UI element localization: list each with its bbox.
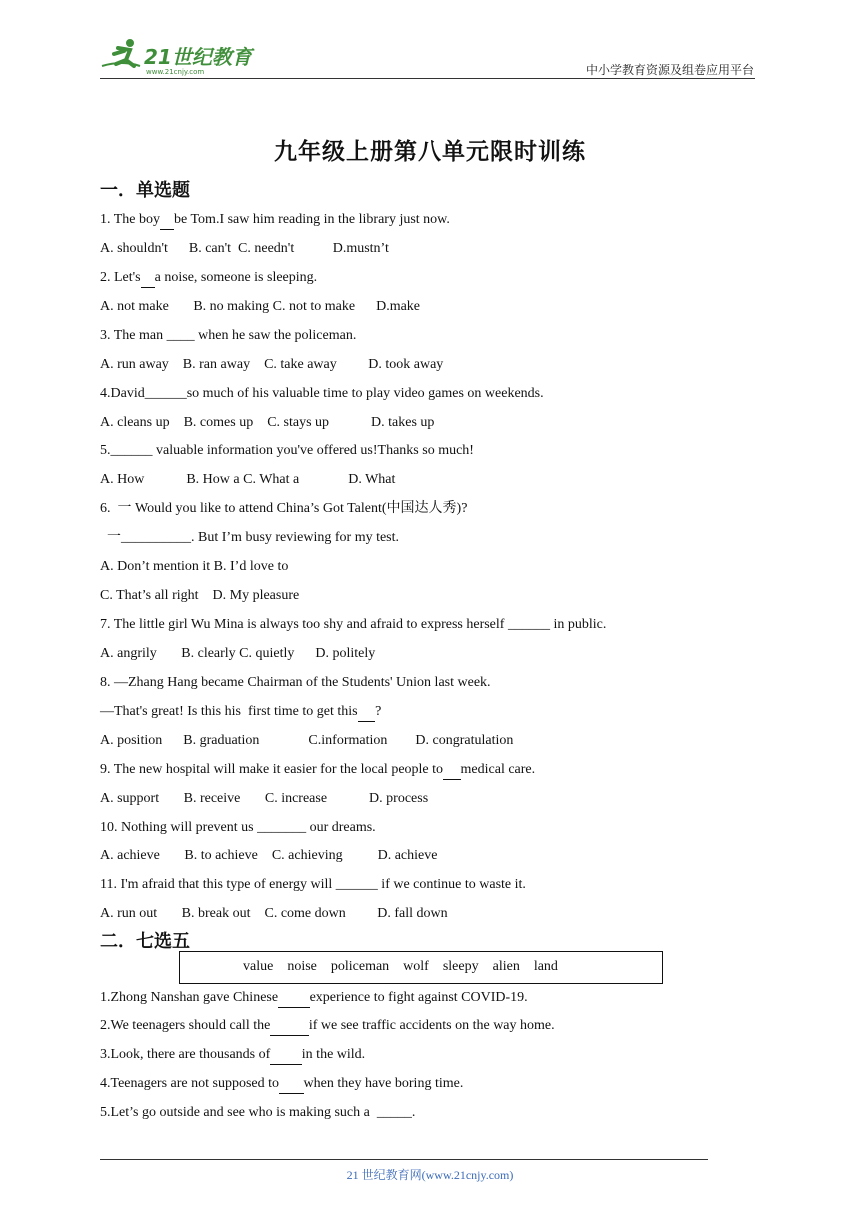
header-divider [100, 78, 755, 79]
question-stem: 2. Let's a noise, someone is sleeping. [100, 269, 317, 288]
question-options: A. achieve B. to achieve C. achieving D. achieve [100, 848, 438, 863]
question-stem: 5.______ valuable information you've offered us!Thanks so much! [100, 443, 474, 458]
logo-text: 21世纪教育 [144, 45, 252, 69]
question-stem: 3. The man ____ when he saw the policeman. [100, 328, 357, 343]
header-platform-text: 中小学教育资源及组卷应用平台 [585, 63, 754, 77]
question-stem: 1. The boy be Tom.I saw him reading in the library just now. [100, 211, 450, 230]
question-options: A. run away B. ran away C. take away D. took away [100, 357, 444, 372]
question-stem: 4.David______so much of his valuable time to play video games on weekends. [100, 386, 544, 401]
question-options: A. Don’t mention it B. I’d love to [100, 559, 289, 574]
fill-in-item: 2.We teenagers should call the if we see traffic accidents on the way home. [100, 1017, 555, 1036]
question-options: A. cleans up B. comes up C. stays up D. takes up [100, 415, 435, 430]
word-bank: value noise policeman wolf sleepy alien land [243, 959, 558, 974]
question-options: A. run out B. break out C. come down D. fall down [100, 906, 448, 921]
question-stem: 7. The little girl Wu Mina is always too shy and afraid to express herself ______ in public. [100, 617, 607, 632]
question-response: —That's great! Is this his first time to get this ? [100, 703, 381, 722]
section-heading: 一．单选题 [100, 180, 190, 201]
logo-url: www.21cnjy.com [146, 68, 205, 76]
page-title: 九年级上册第八单元限时训练 [274, 139, 586, 165]
question-stem: 10. Nothing will prevent us _______ our dreams. [100, 820, 376, 835]
question-stem: 6. 一 Would you like to attend China’s Got Talent(中国达人秀)? [100, 501, 468, 516]
question-options: A. not make B. no making C. not to make D.make [100, 299, 421, 314]
site-logo [96, 36, 266, 80]
fill-in-item: 4.Teenagers are not supposed to when they have boring time. [100, 1075, 463, 1094]
section-heading: 二．七选五 [100, 931, 190, 952]
footer-link[interactable]: 21 世纪教育网(www.21cnjy.com) [346, 1168, 514, 1182]
question-options: A. support B. receive C. increase D. process [100, 791, 429, 806]
question-options: A. position B. graduation C.information D. congratulation [100, 733, 514, 748]
question-stem: 11. I'm afraid that this type of energy will ______ if we continue to waste it. [100, 877, 526, 892]
footer-divider [100, 1159, 708, 1160]
question-stem: 9. The new hospital will make it easier for the local people to medical care. [100, 761, 535, 780]
fill-in-item: 3.Look, there are thousands of in the wild. [100, 1046, 365, 1065]
fill-in-item: 1.Zhong Nanshan gave Chinese experience to fight against COVID-19. [100, 989, 528, 1008]
fill-in-item: 5.Let’s go outside and see who is making such a _____. [100, 1105, 416, 1120]
question-options: A. shouldn't B. can't C. needn't D.mustn’t [100, 241, 389, 256]
question-options: A. angrily B. clearly C. quietly D. politely [100, 646, 376, 661]
question-stem: 8. —Zhang Hang became Chairman of the Students' Union last week. [100, 675, 491, 690]
question-response: 一__________. But I’m busy reviewing for my test. [100, 530, 400, 545]
word-bank-box [179, 951, 663, 984]
question-options: C. That’s all right D. My pleasure [100, 588, 300, 603]
question-options: A. How B. How a C. What a D. What [100, 472, 396, 487]
